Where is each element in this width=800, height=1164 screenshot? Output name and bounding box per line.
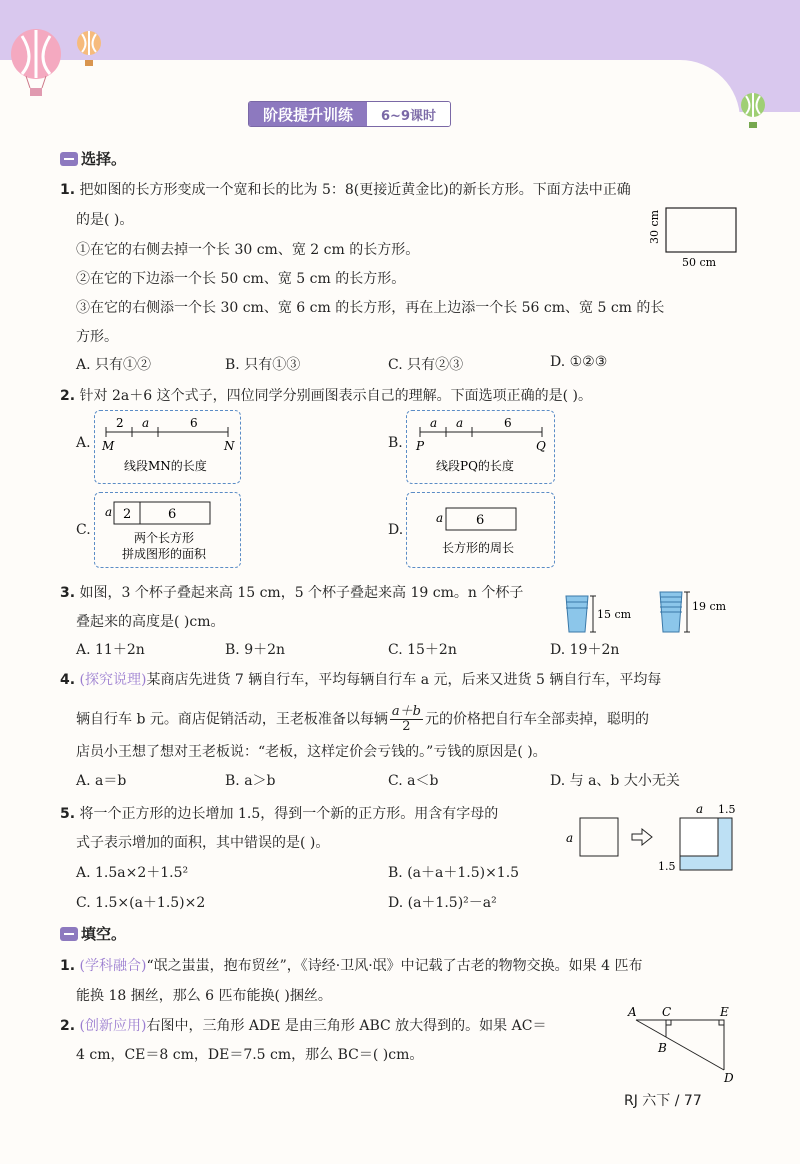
q3-choice-d: D. 19＋2n: [550, 642, 620, 658]
q1-line1: [60, 179, 631, 199]
q1-line2: 的是( )。: [76, 212, 134, 228]
caption: 线段PQ的长度: [436, 459, 514, 473]
cell-label: 2: [123, 507, 132, 522]
point-label: N: [224, 439, 235, 453]
q5-choice-b: B. (a＋a＋1.5)×1.5: [388, 865, 520, 881]
cup-stack-5: [660, 592, 727, 632]
caption: 长方形的周长: [442, 541, 515, 555]
q4-line1: [60, 669, 661, 689]
balloon-icon-orange: [74, 30, 104, 70]
question-tag: (学科融合): [79, 958, 147, 974]
question-number: 1.: [60, 958, 76, 974]
balloon-icon-green: [738, 92, 768, 132]
caption: 两个长方形: [134, 531, 195, 545]
question-tag: (探究说理): [79, 672, 147, 688]
q4-choice-a: A. a＝b: [76, 773, 127, 789]
point-label: A: [628, 1005, 637, 1019]
fraction-denominator: 2: [402, 719, 411, 734]
q4-choice-c: C. a＜b: [388, 773, 439, 789]
balloon-icon-pink: [8, 28, 64, 100]
q5-choice-a: A. 1.5a×2＋1.5²: [76, 865, 189, 881]
q1-choice-b: B. 只有①③: [225, 357, 301, 373]
point-label: C: [662, 1005, 672, 1019]
cell-label: 6: [476, 513, 485, 528]
q2-option-b-figure: [406, 410, 553, 482]
fig-height-label: 30 cm: [648, 209, 661, 244]
question-number: 1.: [60, 182, 76, 198]
q1-choice-a: A. 只有①②: [76, 357, 152, 373]
header-title: 阶段提升训练: [249, 102, 367, 126]
q5-line2: 式子表示增加的面积，其中错误的是( )。: [76, 835, 330, 851]
q2-text: [60, 385, 592, 405]
q3-choice-a: A. 11＋2n: [76, 642, 145, 658]
q1-choice-d: D. ①②③: [550, 354, 608, 370]
side-label: 1.5: [658, 860, 676, 873]
arrow-right-icon: [632, 829, 652, 845]
q2-option-d-figure: [406, 492, 553, 566]
side-label: 1.5: [718, 803, 736, 816]
q3-choice-b: B. 9＋2n: [225, 642, 286, 658]
q5-square-figure: [560, 798, 750, 876]
height-label: 19 cm: [692, 600, 727, 613]
question-text: 针对 2a＋6 这个式子，四位同学分别画图表示自己的理解。下面选项正确的是( )。: [79, 388, 592, 404]
point-label: P: [416, 439, 425, 453]
seg-label: a: [430, 416, 438, 430]
caption: 拼成图形的面积: [122, 547, 207, 561]
question-text: 元的价格把自行车全部卖掉，聪明的: [424, 711, 649, 728]
q3-line2: 叠起来的高度是( )cm。: [76, 614, 225, 630]
question-number: 4.: [60, 672, 76, 688]
side-label: a: [566, 831, 574, 845]
q5-line1: [60, 803, 498, 823]
question-text: 某商店先进货 7 辆自行车，平均每辆自行车 a 元，后来又进货 5 辆自行车，平均每: [146, 672, 662, 688]
q4-choice-b: B. a＞b: [225, 773, 276, 789]
q1-option3: ③在它的右侧添一个长 30 cm、宽 6 cm 的长方形，再在上边添一个长 56 cm、宽 5 cm 的长: [76, 300, 665, 316]
section-fill: [60, 923, 126, 944]
question-number: 2.: [60, 1018, 76, 1034]
height-label: 15 cm: [597, 608, 632, 621]
q1-option3-cont: 方形。: [76, 329, 118, 345]
seg-label: 6: [504, 416, 512, 430]
q1-option2: ②在它的下边添一个长 50 cm、宽 5 cm 的长方形。: [76, 271, 406, 287]
q3-cups-figure: [562, 588, 742, 640]
fraction: [390, 705, 423, 734]
question-tag: (创新应用): [79, 1018, 147, 1034]
question-text: 右图中，三角形 ADE 是由三角形 ABC 放大得到的。如果 AC＝: [146, 1018, 547, 1034]
section-icon: [60, 152, 78, 166]
cell-label: 6: [168, 507, 177, 522]
question-text: 辆自行车 b 元。商店促销活动，王老板准备以每辆: [76, 711, 388, 728]
point-label: B: [658, 1041, 667, 1055]
q5-choice-d: D. (a＋1.5)²－a²: [388, 895, 497, 911]
section-choose: [60, 148, 126, 169]
q4-line2: [76, 705, 649, 734]
fig-width-label: 50 cm: [682, 256, 717, 269]
q1-rectangle-figure: [648, 200, 748, 270]
q5-choice-c: C. 1.5×(a＋1.5)×2: [76, 895, 206, 911]
side-label: a: [696, 802, 704, 816]
section-icon: [60, 927, 78, 941]
cup-stack-3: [566, 596, 632, 632]
seg-label: a: [142, 416, 150, 430]
q2-option-a-figure: [94, 410, 239, 482]
fraction-numerator: a＋b: [391, 704, 421, 719]
side-label: a: [105, 505, 113, 519]
point-label: D: [724, 1071, 734, 1085]
question-text: 把如图的长方形变成一个宽和长的比为 5：8(更接近黄金比)的新长方形。下面方法中正确: [79, 182, 631, 198]
question-number: 3.: [60, 585, 76, 601]
f1-line2: 能换 18 捆丝，那么 6 匹布能换( )捆丝。: [76, 988, 332, 1004]
q1-choice-c: C. 只有②③: [388, 357, 464, 373]
f2-line1: [60, 1015, 546, 1035]
q1-option1: ①在它的右侧去掉一个长 30 cm、宽 2 cm 的长方形。: [76, 242, 420, 258]
seg-label: 6: [190, 416, 198, 430]
side-label: a: [436, 511, 444, 525]
point-label: M: [102, 439, 115, 453]
page-footer: RJ 六下 / 77: [624, 1093, 702, 1109]
q3-line1: [60, 582, 523, 602]
point-label: Q: [536, 439, 546, 453]
question-text: “氓之蚩蚩，抱布贸丝”，《诗经·卫风·氓》中记载了古老的物物交换。如果 4 匹布: [146, 958, 643, 974]
f2-line2: 4 cm，CE＝8 cm，DE＝7.5 cm，那么 BC＝( )cm。: [76, 1047, 424, 1063]
q2-option-c-figure: [94, 492, 239, 566]
q2-a-label: A.: [76, 435, 91, 451]
section-title: 选择。: [81, 150, 127, 168]
question-number: 2.: [60, 388, 76, 404]
question-number: 5.: [60, 806, 76, 822]
seg-label: 2: [116, 416, 124, 430]
question-text: 将一个正方形的边长增加 1.5，得到一个新的正方形。用含有字母的: [79, 806, 499, 822]
q2-c-label: C.: [76, 522, 91, 538]
point-label: E: [720, 1005, 729, 1019]
q2-d-label: D.: [388, 522, 404, 538]
caption: 线段MN的长度: [124, 459, 207, 473]
question-text: 如图，3 个杯子叠起来高 15 cm，5 个杯子叠起来高 19 cm。n 个杯子: [79, 585, 524, 601]
header-range: 6~9课时: [367, 102, 450, 126]
section-title: 填空。: [81, 925, 127, 943]
lesson-header: [248, 101, 451, 127]
seg-label: a: [456, 416, 464, 430]
f1-line1: [60, 955, 642, 975]
q4-choice-d: D. 与 a、b 大小无关: [550, 773, 680, 789]
q4-line3: 店员小王想了想对王老板说：“老板，这样定价会亏钱的。”亏钱的原因是( )。: [76, 744, 547, 760]
q3-choice-c: C. 15＋2n: [388, 642, 457, 658]
q2-b-label: B.: [388, 435, 403, 451]
f2-triangle-figure: [624, 1004, 744, 1086]
